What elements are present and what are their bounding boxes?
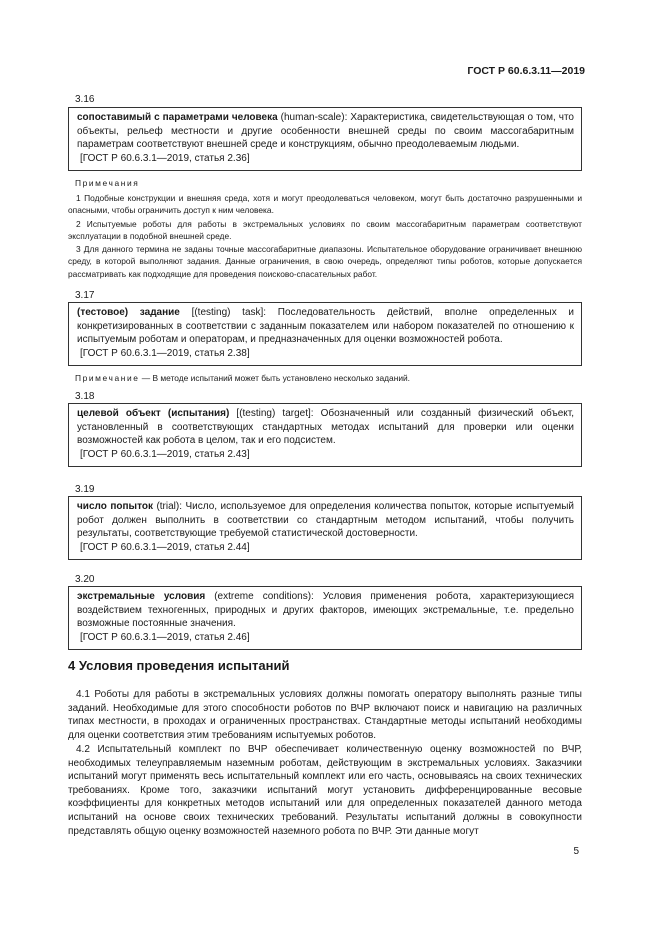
note-item: 3 Для данного термина не заданы точные массогабаритные диапазоны. Испытательное оборудование ограничивает внешнюю среду, в которой выполняют задания. Данные ограничения, в свою очередь, определяют типы роботов, которые допускается рассматривать как подходящие для проведения поисково-спасательных работ. [68, 244, 582, 279]
definition-text: (human-scale): Характеристика, свидетельствующая о том, что объекты, рельеф местности и другие особенности внешней среды по своим массогабаритным параметрам соответствуют внешней среде и конструкциям, обычно преодолеваемым людьми. [77, 112, 574, 151]
term-number: 3.17 [75, 290, 95, 301]
note-item: 1 Подобные конструкции и внешняя среда, хотя и могут преодолеваться человеком, могут быть достаточно разрушенными и опасными, чтобы ограничить доступ к ним человека. [68, 193, 582, 216]
term-source: [ГОСТ Р 60.6.3.1—2019, статья 2.38] [80, 347, 250, 359]
paragraph-4-1: 4.1 Роботы для работы в экстремальных условиях должны помогать оператору выполнять разные типы заданий. Необходимые для этого способности роботов по ВЧР включают поиск и навигацию на различных типах местности, в проходах и ограниченных пространствах. Стандартные методы испытаний необходимы для оценки соответствия этим требованиям испытуемых роботов. [68, 689, 582, 741]
term-box-3-18 [68, 403, 582, 467]
definition-text: [(testing) target]: Обозначенный или созданный физический объект, установленный в соответствующих стандартных методах испытаний для проверки или оценки возможностей как робота в целом, так и его подсистем. [77, 408, 574, 447]
page-number: 5 [573, 846, 579, 857]
term-source: [ГОСТ Р 60.6.3.1—2019, статья 2.44] [80, 541, 250, 553]
term-definition [77, 590, 574, 631]
term-box-3-17 [68, 302, 582, 366]
term-definition [77, 500, 574, 541]
term-source: [ГОСТ Р 60.6.3.1—2019, статья 2.46] [80, 631, 250, 643]
paragraph-4-2: 4.2 Испытательный комплект по ВЧР обеспечивает количественную оценку возможностей по ВЧР, необходимых телеуправляемым наземным роботам, действующим в экстремальных условиях. Заказчики испытаний могут применять весь испытательный комплект или его часть, основываясь на своих технических требованиях. Кроме того, заказчики испытаний могут установить дифференцированные весовые коэффициенты для конкретных методов испытаний или для определенных показателей данного метода испытаний на основе своих технических требований. Результаты испытаний должны в совокупности представлять общую оценку возможностей наземного робота по ВЧР. Эти данные могут [68, 744, 582, 837]
definition-text: (extreme conditions): Условия применения робота, характеризующиеся воздействием техногенных, природных и других факторов, имеющих экстремальные, т.е. предельно возможные постоянные значения. [77, 591, 574, 630]
term-name: сопоставимый с параметрами человека [77, 112, 278, 123]
standard-header: ГОСТ Р 60.6.3.11—2019 [467, 65, 585, 77]
note-317 [75, 373, 410, 383]
notes-title: Примечания [75, 178, 140, 188]
term-name: (тестовое) задание [77, 307, 180, 318]
term-source: [ГОСТ Р 60.6.3.1—2019, статья 2.36] [80, 152, 250, 164]
term-definition [77, 111, 574, 152]
term-definition [77, 306, 574, 347]
section-heading: 4 Условия проведения испытаний [68, 658, 290, 673]
term-number: 3.16 [75, 94, 95, 105]
definition-text: [(testing) task]: Последовательность действий, вполне определенных и конкретизированных в соответствии с заданным показателем или набором показателей по отношению к испытуемым роботам и операторам, и предназначенных для оценки возможностей робота. [77, 307, 574, 346]
term-box-3-16 [68, 107, 582, 171]
definition-text: (trial): Число, используемое для определения количества попыток, которые испытуемый робот должен выполнить в соответствии со стандартным методом испытаний, чтобы получить результаты, соответствующие требуемой статистической достоверности. [77, 501, 575, 540]
term-definition [77, 407, 574, 448]
term-box-3-19 [68, 496, 582, 560]
term-name: экстремальные условия [77, 591, 206, 602]
note-label: Примечание [75, 373, 140, 383]
term-source: [ГОСТ Р 60.6.3.1—2019, статья 2.43] [80, 448, 250, 460]
term-number: 3.18 [75, 391, 95, 402]
term-number: 3.19 [75, 484, 95, 495]
note-text: — В методе испытаний может быть установлено несколько заданий. [139, 373, 411, 383]
term-number: 3.20 [75, 574, 95, 585]
term-name: целевой объект (испытания) [77, 408, 230, 419]
term-name: число попыток [77, 501, 153, 512]
note-item: 2 Испытуемые роботы для работы в экстремальных условиях по своим массогабаритным параметрам соответствуют эксплуатации в подобной внешней среде. [68, 219, 582, 242]
term-box-3-20 [68, 586, 582, 650]
